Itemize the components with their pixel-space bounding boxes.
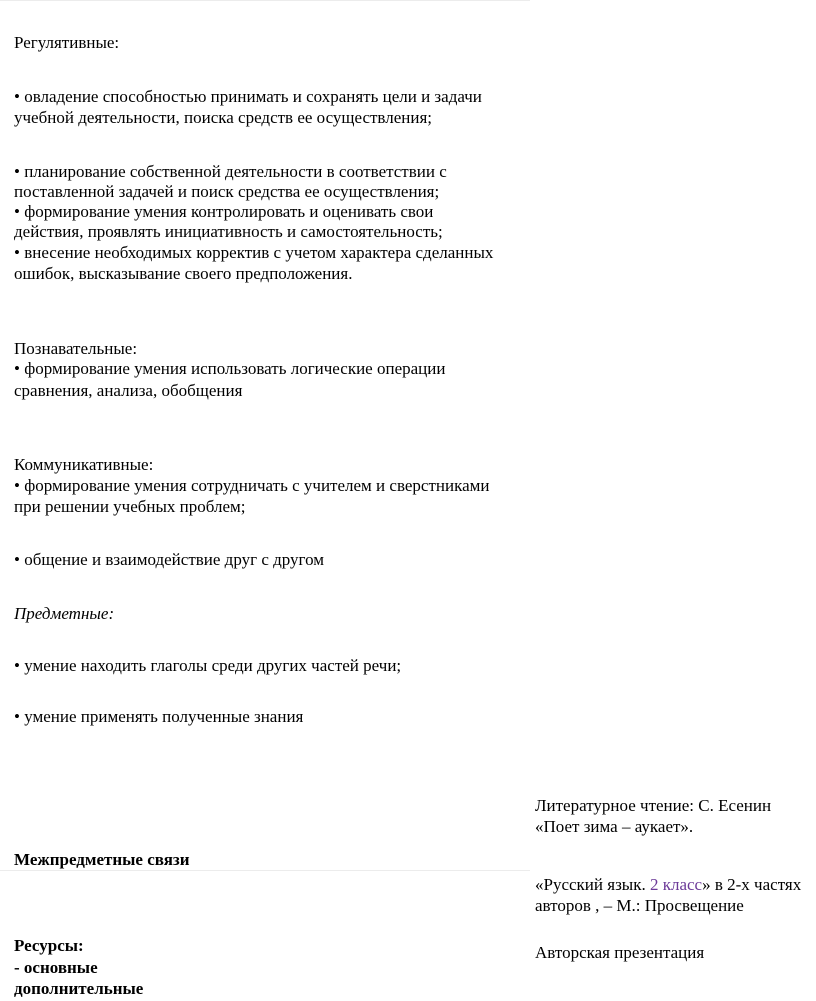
communicative-item-1-line-1: • формирование умения сотрудничать с учителем и сверстниками [14, 476, 490, 495]
literature-line-2: «Поет зима – аукает». [535, 817, 694, 836]
resources-heading: Ресурсы: [14, 936, 84, 955]
regulatory-item-4-line-2: ошибок, высказывание своего предположения. [14, 264, 353, 283]
regulatory-item-1-line-1: • овладение способностью принимать и сохранять цели и задачи [14, 87, 482, 106]
regulatory-item-2-line-2: поставленной задачей и поиск средства ее осуществления; [14, 182, 440, 201]
top-divider [0, 0, 530, 1]
textbook-line-2: авторов , – М.: Просвещение [535, 896, 744, 915]
resources-additional: дополнительные [14, 979, 144, 998]
cognitive-item-1-line-1: • формирование умения использовать логические операции [14, 359, 446, 378]
communicative-heading: Коммуникативные: [14, 455, 154, 474]
communicative-item-1-line-2: при решении учебных проблем; [14, 497, 246, 516]
presentation-text: Авторская презентация [535, 943, 705, 962]
communicative-item-2: • общение и взаимодействие друг с другом [14, 550, 325, 569]
regulatory-item-3-line-2: действия, проявлять инициативность и самостоятельность; [14, 222, 443, 241]
textbook-suffix: » в 2-х частях [702, 875, 802, 894]
cognitive-item-1-line-2: сравнения, анализа, обобщения [14, 381, 243, 400]
textbook-line-1 [535, 875, 801, 895]
subject-item-1: • умение находить глаголы среди других частей речи; [14, 656, 402, 675]
regulatory-heading: Регулятивные: [14, 33, 120, 52]
textbook-grade-link[interactable]: 2 класс [649, 875, 703, 894]
subject-item-2: • умение применять полученные знания [14, 707, 304, 726]
regulatory-item-2-line-1: • планирование собственной деятельности в соответствии с [14, 162, 447, 181]
regulatory-item-3-line-1: • формирование умения контролировать и оценивать свои [14, 202, 434, 221]
resources-main: - основные [14, 958, 98, 977]
cognitive-heading: Познавательные: [14, 339, 138, 358]
regulatory-item-1-line-2: учебной деятельности, поиска средств ее осуществления; [14, 108, 433, 127]
literature-line-1: Литературное чтение: С. Есенин [535, 796, 772, 815]
regulatory-item-4-line-1: • внесение необходимых корректив с учетом характера сделанных [14, 243, 494, 262]
section-divider [0, 870, 530, 871]
textbook-prefix: «Русский язык. [535, 875, 650, 894]
interdisciplinary-label: Межпредметные связи [14, 850, 190, 869]
subject-heading: Предметные: [14, 604, 115, 623]
